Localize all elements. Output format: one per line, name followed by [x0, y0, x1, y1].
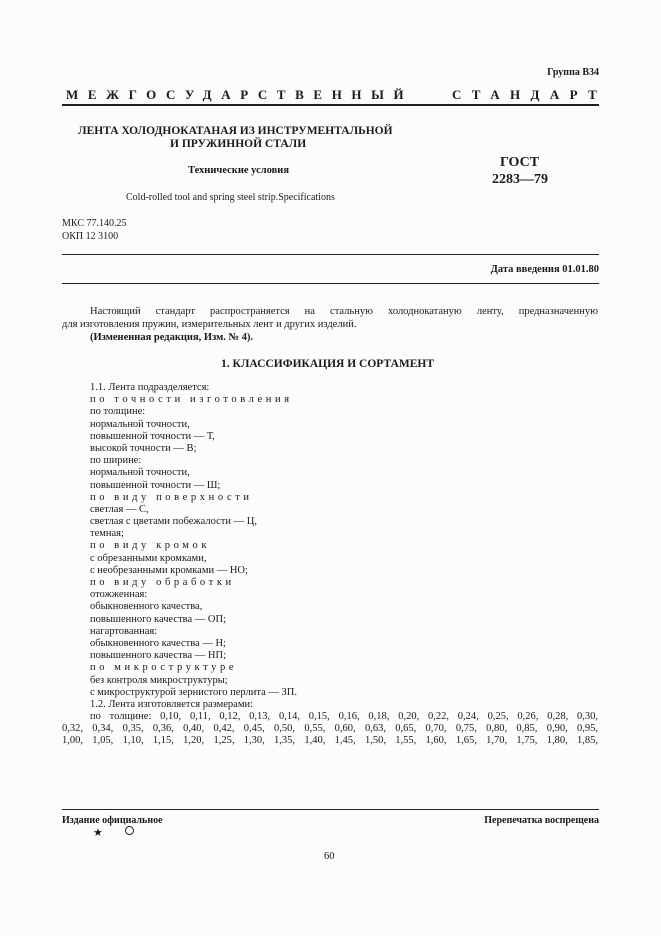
list-item: повышенной точности — Ш;	[90, 479, 221, 491]
list-item: по толщине: 0,10, 0,11, 0,12, 0,13, 0,14, 0,15, 0,16, 0,18, 0,20, 0,22, 0,24, 0,25, 0,26, 0,28, 0,30,	[90, 711, 598, 723]
list-item: нагартованная:	[90, 625, 158, 637]
document-subtitle: Технические условия	[188, 165, 290, 176]
header-interstate: МЕЖГОСУДАРСТВЕННЫЙ	[66, 87, 414, 102]
document-title-line1: ЛЕНТА ХОЛОДНОКАТАНАЯ ИЗ ИНСТРУМЕНТАЛЬНОЙ	[78, 125, 393, 137]
list-item: с необрезанными кромками — НО;	[90, 564, 248, 576]
document-title-line2: И ПРУЖИННОЙ СТАЛИ	[170, 138, 307, 150]
header-standard: СТАНДАРТ	[452, 87, 608, 102]
mks-code: МКС 77.140.25	[62, 218, 127, 229]
header-rule	[62, 104, 599, 106]
list-item: по микроструктуре	[90, 662, 238, 674]
list-item: обыкновенного качества,	[90, 601, 203, 613]
intro-line2: для изготовления пружин, измерительных лент и других изделий.	[62, 319, 357, 330]
star-icon: ★	[93, 827, 103, 839]
okp-code: ОКП 12 3100	[62, 231, 119, 242]
list-item: обыкновенного качества — Н;	[90, 637, 226, 649]
gost-number: 2283—79	[492, 172, 548, 187]
list-item: с обрезанными кромками,	[90, 552, 207, 564]
list-item: темная;	[90, 528, 124, 540]
intro-line1: Настоящий стандарт распространяется на стальную холоднокатаную ленту, предназначенную	[90, 306, 598, 317]
reprint-prohibited-label: Перепечатка воспрещена	[484, 815, 599, 826]
section-title: 1. КЛАССИФИКАЦИЯ И СОРТАМЕНТ	[221, 358, 435, 370]
list-item: 0,32, 0,34, 0,35, 0,36, 0,40, 0,42, 0,45, 0,50, 0,55, 0,60, 0,63, 0,65, 0,70, 0,75, 0,80, 0,85, 0,90, 0,95,	[62, 723, 598, 735]
page-number: 60	[324, 851, 335, 862]
english-title: Cold-rolled tool and spring steel strip.Specifications	[126, 192, 335, 203]
list-item: отожженная:	[90, 589, 148, 601]
list-item: 1,00, 1,05, 1,10, 1,15, 1,20, 1,25, 1,30, 1,35, 1,40, 1,45, 1,50, 1,55, 1,60, 1,65, 1,70, 1,75, 1,80, 1,85,	[62, 735, 598, 747]
gost-label: ГОСТ	[500, 155, 540, 170]
list-item: нормальной точности,	[90, 467, 190, 479]
list-item: по ширине:	[90, 455, 142, 467]
list-item: по виду обработки	[90, 577, 235, 588]
classification-list	[62, 382, 598, 748]
list-item: 1.2. Лента изготовляется размерами:	[90, 698, 254, 710]
intro-date: Дата введения 01.01.80	[490, 264, 599, 275]
list-item: нормальной точности,	[90, 418, 190, 430]
list-item: повышенной точности — Т,	[90, 430, 215, 442]
list-item: светлая с цветами побежалости — Ц,	[90, 516, 257, 528]
list-item: по толщине:	[90, 406, 146, 418]
list-item: светлая — С,	[90, 503, 149, 515]
intro-paragraph	[62, 305, 598, 344]
list-item: по виду поверхности	[90, 491, 253, 503]
official-edition-label: Издание официальное	[62, 815, 163, 826]
list-item: без контроля микроструктуры;	[90, 674, 228, 686]
edition-note: (Измененная редакция, Изм. № 4).	[90, 332, 254, 343]
list-item: по точности изготовления	[90, 394, 293, 406]
list-item: высокой точности — В;	[90, 442, 197, 454]
list-item: повышенного качества — НП;	[90, 650, 226, 662]
list-item: 1.1. Лента подразделяется:	[90, 382, 210, 393]
upper-rule	[62, 254, 599, 255]
group-code: Группа В34	[547, 67, 599, 78]
list-item: повышенного качества — ОП;	[90, 613, 226, 625]
circle-icon	[125, 826, 134, 835]
list-item: по виду кромок	[90, 540, 211, 552]
list-item: с микроструктурой зернистого перлита — ЗП.	[90, 686, 297, 698]
footer-rule	[62, 809, 599, 810]
lower-rule	[62, 283, 599, 284]
